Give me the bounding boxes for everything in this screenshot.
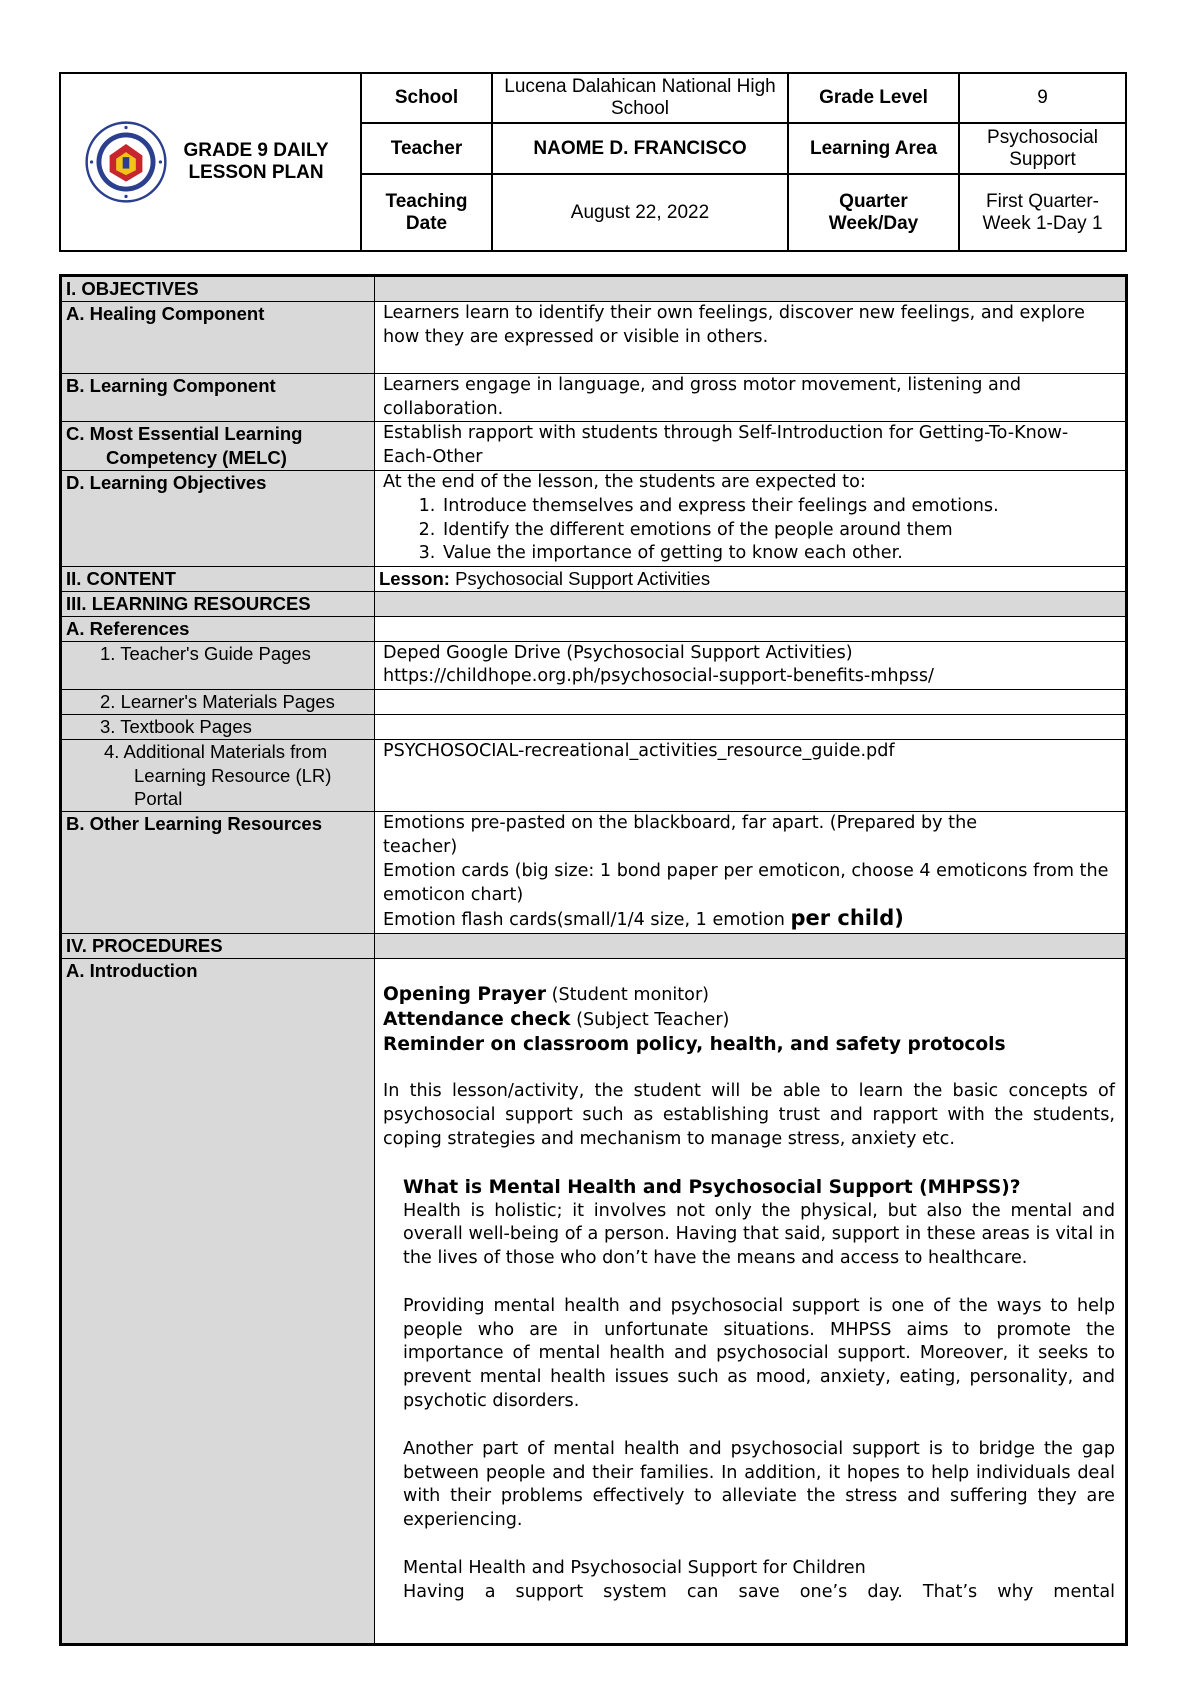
teachers-guide-value: Deped Google Drive (Psychosocial Support Activities) https://childhope.org.ph/psychosocial-support-benefits-mhpss/ bbox=[375, 641, 1127, 690]
healing-text: Learners learn to identify their own feelings, discover new feelings, and explore how they are expressed or visible in others. bbox=[375, 301, 1127, 373]
section-heading: I. OBJECTIVES bbox=[61, 276, 375, 302]
section-objectives bbox=[61, 276, 1127, 302]
grade-level-label: Grade Level bbox=[788, 73, 959, 123]
introduction-content: Opening Prayer (Student monitor) Attendance check (Subject Teacher) Reminder on classroom policy, health, and safety protocols In this lesson/activity, the student will be able to learn the basic concepts of psychosocial support such as establishing trust and rapport with the students, coping strategies and mechanism to manage stress, anxiety etc. What is Mental Health and Psychosocial Support (MHPSS)? Health is holistic; it involves not only the physical, but also the mental and overall well-being of a person. Having that said, support in these areas is vital in the lives of those who don’t have the means and access to healthcare. Providing mental health and psychosocial support is one of the ways to help people who are in unfortunate situations. MHPSS aims to promote the importance of mental health and psychosocial support. Moreover, it seeks to prevent mental health issues such as mood, anxiety, eating, personality, and psychotic disorders. Another part of mental health and psychosocial support is to bridge the gap between people and their families. In addition, it hopes to help individuals deal with their problems effectively to alleviate the stress and suffering they are experiencing. Mental Health and Psychosocial Support for Children Having a support system can save one’s day. That’s why mental bbox=[375, 958, 1127, 1644]
paragraph: Providing mental health and psychosocial support is one of the ways to help people who are in unfortunate situations. MHPSS aims to promote the importance of mental health and psychosocial support. Moreover, it seeks to prevent mental health issues such as mood, anxiety, eating, personality, and psychotic disorders. bbox=[403, 1295, 1115, 1412]
header-table bbox=[59, 72, 1127, 252]
references-label: A. References bbox=[61, 616, 375, 641]
healing-label: A. Healing Component bbox=[61, 301, 375, 373]
section-heading: II. CONTENT bbox=[61, 567, 375, 592]
lesson-plan-table bbox=[59, 274, 1128, 1646]
mhpss-heading: What is Mental Health and Psychosocial Support (MHPSS)? bbox=[403, 1176, 1021, 1198]
section-content bbox=[61, 567, 1127, 592]
children-heading: Mental Health and Psychosocial Support for Children bbox=[403, 1558, 866, 1579]
learning-component-text: Learners engage in language, and gross motor movement, listening and collaboration. bbox=[375, 373, 1127, 422]
textbook-label: 3. Textbook Pages bbox=[61, 714, 375, 739]
objective-item: 3. Value the importance of getting to know each other. bbox=[441, 542, 1115, 566]
section-heading: IV. PROCEDURES bbox=[61, 934, 375, 959]
teacher-value: NAOME D. FRANCISCO bbox=[492, 123, 788, 174]
section-resources bbox=[61, 591, 1127, 616]
teachers-guide-label: 1. Teacher's Guide Pages bbox=[61, 641, 375, 690]
school-value: Lucena Dalahican National High School bbox=[492, 73, 788, 123]
teaching-date-value: August 22, 2022 bbox=[492, 174, 788, 251]
learning-objectives-label: D. Learning Objectives bbox=[61, 470, 375, 566]
deped-seal-icon bbox=[85, 121, 167, 203]
other-resources-label: B. Other Learning Resources bbox=[61, 812, 375, 934]
additional-materials-label: 4. Additional Materials from Learning Resource (LR) Portal bbox=[61, 739, 375, 811]
other-resources-value: Emotions pre-pasted on the blackboard, far apart. (Prepared by the teacher) Emotion cards (big size: 1 bond paper per emoticon, choose 4 emoticons from the emoticon chart) Emotion flash cards(small/1/4 size, 1 emotion per child) bbox=[375, 812, 1127, 934]
teaching-date-label: Teaching Date bbox=[361, 174, 492, 251]
melc-text: Establish rapport with students through Self-Introduction for Getting-To-Know-Each-Other bbox=[375, 422, 1127, 471]
objective-item: 2. Identify the different emotions of the people around them bbox=[441, 519, 1115, 543]
learning-area-value: Psychosocial Support bbox=[959, 123, 1126, 174]
objective-item: 1. Introduce themselves and express their feelings and emotions. bbox=[441, 495, 1115, 519]
grade-level-value: 9 bbox=[959, 73, 1126, 123]
document-title: GRADE 9 DAILY LESSON PLAN bbox=[183, 140, 329, 183]
learning-component-label: B. Learning Component bbox=[61, 373, 375, 422]
school-label: School bbox=[361, 73, 492, 123]
section-procedures bbox=[61, 934, 1127, 959]
additional-materials-value: PSYCHOSOCIAL-recreational_activities_resource_guide.pdf bbox=[375, 739, 1127, 811]
quarter-label: Quarter Week/Day bbox=[788, 174, 959, 251]
teacher-label: Teacher bbox=[361, 123, 492, 174]
paragraph: Having a support system can save one’s day. That’s why mental bbox=[403, 1581, 1115, 1602]
header-logo-cell bbox=[60, 73, 361, 251]
paragraph: Health is holistic; it involves not only the physical, but also the mental and overall well-being of a person. Having that said, support in these areas is vital in the lives of those who don’t have the means and access to healthcare. bbox=[403, 1200, 1115, 1269]
learners-materials-label: 2. Learner's Materials Pages bbox=[61, 690, 375, 715]
paragraph: Another part of mental health and psychosocial support is to bridge the gap between people and their families. In addition, it hopes to help individuals deal with their problems effectively to alleviate the stress and suffering they are experiencing. bbox=[403, 1438, 1115, 1531]
learning-objectives-text: At the end of the lesson, the students are expected to: 1. Introduce themselves and express their feelings and emotions. 2. Identify the different emotions of the people around them 3. Value the importance of getting to know each other. bbox=[375, 470, 1127, 566]
section-heading: III. LEARNING RESOURCES bbox=[61, 591, 375, 616]
learning-area-label: Learning Area bbox=[788, 123, 959, 174]
quarter-value: First Quarter-Week 1-Day 1 bbox=[959, 174, 1126, 251]
melc-label: C. Most Essential Learning Competency (MELC) bbox=[61, 422, 375, 471]
lesson-value: Lesson: Psychosocial Support Activities bbox=[375, 567, 1127, 592]
introduction-label: A. Introduction bbox=[61, 958, 375, 1644]
lesson-paragraph: In this lesson/activity, the student will be able to learn the basic concepts of psychosocial support such as establishing trust and rapport with the students, coping strategies and mechanism to manage stress, anxiety etc. bbox=[383, 1081, 1115, 1149]
